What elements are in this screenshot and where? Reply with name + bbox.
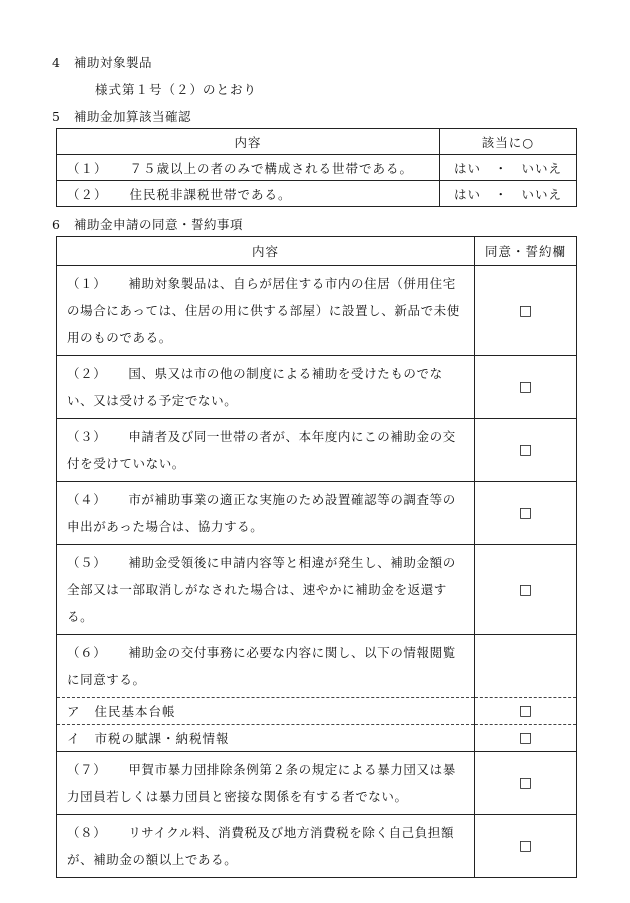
row-id: （３）	[67, 429, 107, 444]
column-header-check: 該当に○	[440, 129, 577, 155]
section-6-heading	[52, 215, 243, 233]
row-content	[57, 419, 475, 482]
table-row	[57, 815, 577, 878]
table-header-row	[57, 237, 577, 266]
table-row	[57, 545, 577, 635]
section-title: 補助金申請の同意・誓約事項	[74, 217, 244, 232]
consent-checkbox[interactable]: □	[475, 266, 577, 356]
row-id: （２）	[67, 366, 107, 381]
table-row	[57, 752, 577, 815]
subitem-label: ア	[67, 704, 81, 719]
consent-checkbox[interactable]: □	[475, 725, 577, 752]
section-title: 補助対象製品	[74, 55, 153, 70]
row-content	[57, 356, 475, 419]
table-row	[57, 635, 577, 698]
consent-pledge-table	[56, 236, 577, 878]
consent-checkbox[interactable]: □	[475, 482, 577, 545]
row-id: （５）	[67, 555, 107, 570]
row-content	[57, 155, 440, 181]
table-row	[57, 419, 577, 482]
row-text: 市が補助事業の適正な実施のため設置確認等の調査等の申出があった場合は、協力する。	[67, 492, 456, 534]
row-text: 住民税非課税世帯である。	[129, 186, 292, 202]
subitem-text: 市税の賦課・納税情報	[94, 731, 230, 746]
row-content	[57, 635, 475, 698]
consent-checkbox[interactable]: □	[475, 698, 577, 725]
row-id: （７）	[67, 762, 107, 777]
section-4-heading	[52, 53, 152, 71]
column-header-content: 内容	[57, 237, 475, 266]
row-text: リサイクル料、消費税及び地方消費税を除く自己負担額が、補助金の額以上である。	[67, 825, 455, 867]
consent-checkbox[interactable]: □	[475, 815, 577, 878]
table-header-row	[57, 129, 577, 155]
row-text: 補助金の交付事務に必要な内容に関し、以下の情報閲覧に同意する。	[67, 645, 456, 687]
row-text: 国、県又は市の他の制度による補助を受けたものでない、又は受ける予定でない。	[67, 366, 443, 408]
row-id: （２）	[67, 186, 108, 202]
row-id: （４）	[67, 492, 107, 507]
empty-consent-cell	[475, 635, 577, 698]
section-number: 6	[52, 217, 61, 232]
section-number: 5	[52, 109, 61, 124]
column-header-content: 内容	[57, 129, 440, 155]
subitem-content	[57, 725, 475, 752]
row-content	[57, 266, 475, 356]
row-text: 甲賀市暴力団排除条例第２条の規定による暴力団又は暴力団員若しくは暴力団員と密接な関係を有する者でない。	[67, 762, 456, 804]
row-content	[57, 545, 475, 635]
section-title: 補助金加算該当確認	[74, 109, 192, 124]
subitem-label: イ	[67, 731, 81, 746]
row-id: （６）	[67, 645, 107, 660]
yes-no-choice[interactable]: はい ・ いいえ	[440, 155, 577, 181]
yes-no-choice[interactable]: はい ・ いいえ	[440, 181, 577, 207]
table-row	[57, 266, 577, 356]
row-text: 申請者及び同一世帯の者が、本年度内にこの補助金の交付を受けていない。	[67, 429, 456, 471]
table-row	[57, 181, 577, 207]
subitem-content	[57, 698, 475, 725]
section-5-heading	[52, 107, 191, 125]
row-text: 補助対象製品は、自らが居住する市内の住居（併用住宅の場合にあっては、住居の用に供する部屋）に設置し、新品で未使用のものである。	[67, 276, 460, 345]
consent-checkbox[interactable]: □	[475, 419, 577, 482]
row-content	[57, 181, 440, 207]
row-content	[57, 815, 475, 878]
table-subrow	[57, 698, 577, 725]
row-id: （１）	[67, 276, 107, 291]
consent-checkbox[interactable]: □	[475, 545, 577, 635]
column-header-consent: 同意・誓約欄	[475, 237, 577, 266]
row-content	[57, 752, 475, 815]
row-id: （８）	[67, 825, 107, 840]
section-4-note: 様式第１号（２）のとおり	[95, 82, 258, 97]
surcharge-confirmation-table	[56, 128, 577, 207]
table-row	[57, 155, 577, 181]
table-subrow	[57, 725, 577, 752]
row-text: ７５歳以上の者のみで構成される世帯である。	[129, 160, 414, 176]
subitem-text: 住民基本台帳	[94, 704, 176, 719]
table-row	[57, 482, 577, 545]
row-content	[57, 482, 475, 545]
row-id: （１）	[67, 160, 108, 176]
table-row	[57, 356, 577, 419]
consent-checkbox[interactable]: □	[475, 752, 577, 815]
row-text: 補助金受領後に申請内容等と相違が発生し、補助金額の全部又は一部取消しがなされた場合は、速やかに補助金を返還する。	[67, 555, 456, 624]
consent-checkbox[interactable]: □	[475, 356, 577, 419]
section-number: 4	[52, 55, 61, 70]
